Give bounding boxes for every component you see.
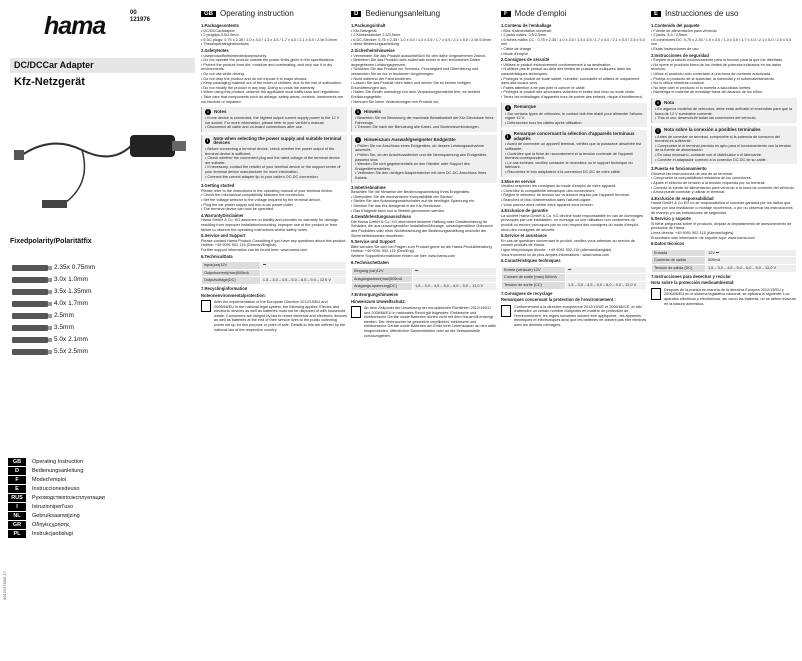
tech-data-table [201, 261, 347, 285]
section-heading: 5.Service und Support [351, 239, 396, 245]
column-title: Instrucciones de uso [665, 8, 739, 18]
section-text: La société Hama GmbH & Co. KG décline toute responsabilité en cas de dommages provoqués par une installation, un montage ou une utilisation non conformes du produit ou encore provoqués par un non respect des consignes du mode d'emploi et/ou des consignes de sécurité. [501, 213, 644, 232]
section-heading: 2.Instrucciones de seguridad [651, 52, 709, 58]
note-title: Remarque concernant la sélection d'appareils terminaux adaptés [513, 131, 635, 141]
document-code: 00121976/06.17 [2, 571, 7, 600]
plug-tip: 4.0x 1.7mm [12, 298, 192, 309]
section-text: Observe las instrucciones de uso de su terminal. • Compruebe la compatibilidad mecánica de los conectores. • Ajuste el selector de tensión a la tensión requerida por su terminal. • Conecte la fuente de alimentación para vehículo a la toma de corriente del vehículo. • Ahora puede conectar y utilizar el terminal. [651, 171, 795, 195]
recycling-block [501, 305, 647, 328]
product-number: 00 121976 [130, 10, 151, 23]
note-box [651, 98, 797, 123]
section-text: Conformément à la directive européenne 2012/19/UE et 2006/66/CE, et afin d'atteindre un certain nombre d'objectifs en matière de protection de l'environnement, les règles suivantes doivent être appliquées : les appareils électriques et électroniques ainsi que les batteries ne doivent pas être éliminés avec les déchets ménagers. [514, 304, 647, 328]
language-code: GB [201, 11, 216, 18]
section-text: Beachten Sie die Hinweise der Bedienungsanleitung Ihres Endgerätes. • Überprüfen Sie die mechanische Kompatibilität der Stecker. • Stellen Sie den Spannungswahlschalter auf die benötigte Spannung ein. • Stecken Sie das Kfz-Netzgerät in die Kfz-Steckdose. • Das Endgerät kann nun in Betrieb genommen werden. [351, 190, 475, 213]
table-row: Tensión de salida (DC) 1,5 – 3,0 – 4,5 – 5,0 – 6,0 – 9,0 – 12,0 V [652, 264, 797, 272]
section-text: • Useproductforitsintendedpurposeonly. • Do not operate the product outside the power limits given in the specifications. • Protect the product from dirt, moisture and overheating, and only use it in dry environments. • Do not use while driving. • Do not drop the product and do not expose it to major shocks. • Keep packaging material out of the reach of children, due to the risk of suffocation. • Do not modify the product in any way. Doing so voids the warranty. • When using this product, observe the applicable local traffic laws and regulations. • Take care that components such as airbags, safety areas, controls, instruments are not blocked or impaired. [201, 53, 344, 104]
section-heading: 6.TechnicalData [201, 253, 233, 259]
language-item: PL Instrukcjaobsługi [8, 530, 198, 539]
language-code: F [501, 11, 511, 18]
table-row: Eingang (car)12V ⎓ [352, 268, 497, 276]
plug-tip: 5.5x 2.5mm [12, 346, 192, 357]
note-box [201, 107, 347, 132]
crossed-bin-icon [201, 300, 211, 312]
language-code: D [351, 11, 361, 18]
column-f [501, 8, 647, 656]
section-heading: 3.Mise en service [501, 178, 536, 184]
section-text: • Emplee el producto exclusivamente para la función para la que fue diseñado. • No opere el producto fuera de los límites de potencia indicados en los datos técnicos. • Utilice el producto sólo conectado a una toma de corriente autorizada. • Proteja el producto de la suciedad, la humedad y el sobrecalentamiento. • No lo utilice mientras conduce. • No deje caer el producto ni lo someta a sacudidas fuertes. • Mantenga el material de embalaje fuera del alcance de los niños. [651, 58, 784, 95]
section-text: Please contact Hama Product Consulting if you have any questions about this product. Hotline: +49 9091 502-115 (German/English) Further support information can be found here: www.hama.com [201, 238, 347, 252]
section-heading: 2.Consignes de sécurité [501, 57, 550, 63]
subsection-heading: Nota sobre la protección medioambiental: [651, 280, 735, 286]
plug-tip-icon [12, 313, 48, 319]
tech-data-table [501, 266, 647, 290]
tech-data-table [651, 249, 797, 273]
section-heading: 2.SafetyNotes [201, 47, 229, 53]
crossed-bin-icon [351, 306, 361, 318]
column-header [351, 8, 497, 20]
table-row: Ausgangsstrom(max)500mA [352, 275, 497, 283]
plug-tip: 3.5x 1.35mm [12, 286, 192, 297]
note-title: Hinweiszum Auswahlgeeigneter Endgeräte [364, 136, 456, 142]
table-row: Courant de sortie (max) 500mA [502, 274, 647, 282]
section-text: • DC/DCCarAdapter • 2 plugtips:3.5/2.5mm • 6 DC plugs: 0.75 x 2.35 / 1.0 x 3.0 / 1.3 x 3.5 / 1.7 x 4.0 / 2.1 x 5.0 / 2.5x 5.5mm • Theseoperatinginstructions [201, 28, 337, 47]
language-item: GR Οδηγίεςχρήσης [8, 521, 198, 530]
section-heading: 7.Entsorgungshinweise [351, 291, 399, 297]
section-heading: 4.WarrantyDisclaimer [201, 212, 244, 218]
info-icon: i [205, 109, 211, 115]
hama-logo: hama [44, 12, 106, 40]
subsection-heading: Remarques concernant la protection de l'environnement : [501, 297, 616, 303]
car-adapter-illustration [12, 95, 192, 225]
info-icon: i [505, 105, 511, 111]
section-heading: 3.Puesta en funcionamiento [651, 166, 707, 172]
section-heading: 7.Recyclinginformation [201, 285, 248, 291]
note-title: Notes [214, 108, 227, 114]
column-title: Mode d'emploi [514, 8, 567, 18]
info-icon: i [505, 134, 511, 140]
note-title: Nota [664, 99, 674, 105]
tech-data-table [351, 267, 497, 291]
plug-tip: 2.35x 0.75mm [12, 262, 192, 273]
info-icon: i [655, 128, 661, 134]
column-header [651, 8, 797, 20]
info-icon: i [205, 138, 210, 144]
fixed-polarity-label: Fixedpolarity/Polaritätfix [10, 238, 92, 245]
section-text: Ab dem Zeitpunkt der Umsetzung der europäischen Richtlinien 2012/19/EU und 2006/66/EU in nationales Recht gilt folgendes: Elektrische und elektronische Geräte sowie Batterien dürfen nicht mit dem Hausmüll entsorgt werden. Der Verbraucher ist gesetzlich verpflichtet, elektrische und elektronische Geräte sowie Batterien am Ende ihrer Lebensdauer an den dafür eingerichteten, öffentlichen Sammelstellen oder an die Verkaufsstelle zurückzugeben. [364, 306, 497, 338]
note-title: Remarque [514, 104, 537, 110]
plug-tip-icon [12, 289, 48, 295]
column-header [201, 8, 347, 20]
table-row: Outputcurrent(max)500mA [202, 269, 347, 277]
section-text: After the implementation of the European Directive 2012/19/EU and 2006/66/EU in the national legal system, the following applies: Electric and electronic devices as well as batteries must not be disposed of with household waste. Consumers are obliged by law to return electrical and electronic devices as well as batteries at the end of their service lives to the public collecting points set up for this purpose or point of sale. Details to this are defined by the national law of the respective country. [214, 300, 347, 332]
section-heading: 7.Instrucciones para desechar y reciclar [651, 273, 731, 279]
section-text: Veuillez respecter les consignes du mode d'emploi de votre appareil. • Contrôlez la compatibilité mécanique des connecteurs. • Réglez le sélecteur de tension sur la tension requise par l'appareil terminal. • Branchez le bloc d'alimentation dans l'allume-cigare. • Vous pouvez alors mettre votre appareil sous tension. [501, 184, 630, 207]
column-title: Bedienungsanleitung [365, 8, 441, 18]
section-text: Después de la puesta en marcha de la directiva Europea 2012/19/EU y 2006/66/EU en el sistema legislativo nacional, se aplicara lo siguiente: Los aparatos eléctricos y electrónicos, así como las baterías, no se deben evacuar en la basura doméstica. [664, 287, 796, 306]
column-e [651, 8, 797, 656]
section-text: Die Hama GmbH & Co. KG übernimmt keinerlei Haftung oder Gewährleistung für Schäden, die aus unsachgemäßer Installation/Montage, unsachgemäßem Gebrauch des Produktes oder einer Nichtbeachtung der Bedienungsanleitung und/oder der Sicherheitshinweise resultieren. [351, 219, 494, 238]
plug-tip-icon [12, 265, 48, 271]
section-heading: 3.Inbetriebnahme [351, 184, 386, 190]
section-heading: 6.Caractéristiques techniques [501, 258, 561, 264]
language-item: NL Gebruiksaanwijzing [8, 512, 198, 521]
table-row: Input(car)12V ⎓ [202, 262, 347, 270]
note-box [501, 130, 647, 176]
column-d [351, 8, 497, 656]
language-item: RUS Руководствопоэксплуатации [8, 494, 198, 503]
section-heading: 2.Sicherheitshinweise [351, 47, 395, 53]
note-text: • Antes de conectar un terminal, compruebe si la potencia de consumo del terminal es suficiente. • Compruebe si el terminal previsto es apto para el funcionamiento con la tensión de la fuente de alimentación. • En caso necesario, contacte con el distribuidor o el fabricante. • Conecte el adaptador correcto a la conexión DC-DC de su cable. [655, 134, 792, 162]
section-heading: 3.Getting started [201, 183, 235, 189]
section-text: Bitte wenden Sie sich bei Fragen zum Produkt gerne an die Hama-Produktberatung. Hotline: +49 9091 502-115 (Deu/Eng) Weitere Supportinformationen finden sie hier: www.hama.com [351, 244, 493, 258]
note-text: • Before connecting a terminal device, check whether the power output of the terminal device is sufficient. • Check whether the connected plug and the rated voltage of the terminal device are suitable. • If necessary, contact the retailer of your terminal device or the support centre of your terminal device manufacturer for more information. • Connect the correct adapter tip to your cable's DC-DC connection. [205, 147, 341, 179]
note-box [501, 103, 647, 128]
section-text: • Bloc d'alimentation universel • 2 jacks mâles: 3,5/2,5mm • 6 fiches mâles CC : 0,75 x 2,35 / 1,0 x 3,0 / 1,3 x 3,5 / 1,7 x 4,0 / 2,1 x 5,0 / 2,5 x 5,5 mm • Câble de charge • Mode d'emploi [501, 28, 645, 56]
language-item: I Istruzioniperl'uso [8, 503, 198, 512]
recycling-block [201, 300, 347, 332]
recycling-block [651, 288, 797, 306]
note-box [651, 126, 797, 165]
info-icon: i [355, 137, 361, 143]
table-row: Ausgangs-spannung(DC) 1,5 – 3,0 – 4,5 – 5,0 – 6,0 – 9,0 – 12,0 V [352, 283, 497, 291]
section-heading: 5.Service et assistance [501, 233, 547, 239]
note-title: Nota sobre la conexión a posibles terminales [664, 127, 761, 133]
note-title: Hinweis [364, 108, 382, 114]
plug-tip-icon [12, 301, 48, 307]
section-text: Si tiene preguntas sobre el producto, diríjase al departamento de asesoramiento de productos de Hama. Línea directa: +49 9091 502-115 (Alemán/Inglés) Encontrará más información de soporte aquí: www.hama.com [651, 221, 792, 240]
section-text: • Verwenden Sie das Produkt ausschließlich für den dafür vorgesehenen Zweck. • Betreiben Sie das Produkt nicht außerhalb seiner in den technischen Daten angegebenen Leistungsgrenzen. • Schützen Sie das Produkt vor Schmutz, Feuchtigkeit und Überhitzung und verwenden Sie es nur in trockenen Umgebungen. • Nicht während der Fahrt bedienen. • Lassen Sie das Produkt nicht fallen und setzen Sie es keinen heftigen Erschütterungen aus. • Halten Sie Kinder unbedingt von dem Verpackungsmaterial fern, es besteht Erstickungsgefahr. • Nehmen Sie keine Veränderungen am Produkt vor. [351, 53, 486, 104]
section-heading: 1.Packungsinhalt [351, 23, 386, 28]
section-text: • Utilisez le produit exclusivement conformément à sa destination. • N'utilisez pas le produit au-delà des limites de puissance indiquées dans les caractéristiques techniques. • Protégez le produit de toute saleté, humidité, surchauffe et utilisez-le uniquement dans des locaux secs. • Faites attention à ne pas plier ni coincer le câble. • Protégez le produit des secousses violentes et évitez tout choc ou toute chute. • Tenez les emballages d'appareils hors de portée des enfants, risque d'étouffement. [501, 62, 643, 99]
product-subtitle: Kfz-Netzgerät [14, 76, 85, 88]
language-item: D Bedienungsanleitung [8, 467, 198, 476]
language-code: E [651, 11, 661, 18]
plug-tip-icon [12, 325, 48, 331]
note-text: • Avant de connecter un appareil terminal, vérifiez que la puissance absorbée est suffisante. • Contrôlez que la fiche de raccordement et la tension nominale de l'appareil terminal correspondent. • Le cas échéant, veuillez contacter le revendeur ou le support technique du fabricant. • Raccordez le bon adaptateur à la connexion DC-DC de votre câble. [505, 142, 641, 175]
cover-panel [0, 0, 200, 661]
section-heading: 4.Exclusión de responsabilidad [651, 195, 714, 201]
subsection-heading: Noteonenvironmentalprotection: [201, 292, 266, 298]
section-text: • Kfz-Netzgerät • 2 Klinkenstecker 2,5/3,5mm • 6 DC-Stecker: 0,75 x 2,35 / 1,0 x 3,0 / 1,3 x 3,5 / 1,7 x 4,0 / 2,1 x 5,0 / 2,5x 5,5mm • diese Bedienungsanleitung [351, 28, 491, 47]
subsection-heading: Hinweiszum Umweltschutz: [351, 298, 406, 304]
column-header [501, 8, 647, 20]
section-heading: 5.Service and Support [201, 233, 246, 239]
note-text: • Beachten Sie vor Benutzung die maximale Belastbarkeit der Kfz-Steckdose Ihres Fahrzeugs. • Trennen Sie nach der Benutzung alle Kabel- und Bordnetzverbindungen. [355, 116, 494, 130]
note-text: • Sur certains types de véhicules, le contact doit être établi pour alimenter l'allume-cigare 12 V. • Débranchez tous les câbles après utilisation. [505, 111, 644, 125]
section-heading: 6.Datos técnicos [651, 241, 685, 247]
plug-tip-icon [12, 349, 48, 355]
note-box [201, 135, 347, 181]
note-title: Note when selecting the power supply and suitable terminal devices [213, 135, 342, 146]
section-text: • Fuente de alimentación para vehículo • 2 jacks: 3,5 / 2,5mm • 6 conectores DC: 0,75 x 2,35 / 1,0 x 3,0 / 1,3 x 3,5 / 1,7 x 4,0 / 2,1 x 5,0 / 2,5 x 5,5 mm • Estas instrucciones de uso [651, 28, 792, 51]
column-title: Operating instruction [220, 8, 294, 18]
language-item: E Instruccionesdeuso [8, 485, 198, 494]
info-icon: i [355, 109, 361, 115]
table-row: Corriente de salida 500mA [652, 257, 797, 265]
language-item: F Moded'emploi [8, 476, 198, 485]
crossed-bin-icon [501, 305, 511, 317]
section-heading: 4.Gewährleistungsausschluss [351, 214, 412, 220]
column-gb [201, 8, 347, 656]
plug-tip: 2.5mm [12, 310, 192, 321]
note-text: • En algunos modelos de vehículos, debe estar activado el encendido para que la toma de 12 V suministre corriente. • Tras el uso, desenchufe todas las conexiones del vehículo. [655, 106, 793, 121]
note-box [351, 135, 497, 183]
section-heading: 4.Exclusion de garantie [501, 208, 548, 214]
table-row: Entrada 12V ⎓ [652, 249, 797, 257]
section-text: Hama GmbH & Co. KG assumes no liability and provides no warranty for damage resulting from improper installation/mounting, improper use of the product or from failure to observe the operating instructions and/or safety notes. [201, 218, 339, 232]
section-heading: 1.Contenu de l'emballage [501, 23, 552, 28]
plug-tip-icon [12, 337, 48, 343]
section-text: Hama GmbH & Co KG no se responsabiliza ni concede garantía por los daños que surjan por una instalación o montaje incorrectos, o por no observar las instrucciones de manejo y/o las indicaciones de seguridad. [651, 201, 793, 215]
language-index [8, 458, 198, 539]
plug-tip: 5.0x 2.1mm [12, 334, 192, 345]
note-box [351, 107, 497, 132]
note-text: • Prüfen Sie vor Anschluss eines Endgerätes, ob dessen Leistungsaufnahme ausreicht. • Prüfen Sie, ob der Anschlussstecker und die Nennspannung des Endgerätes passend sind. • Wenden Sie sich gegebenenfalls an den Händler oder Support des Endgeräteherstellers. • Verbinden Sie den richtigen Adapterstecker mit dem DC-DC-Anschluss Ihres Kabels. [355, 143, 487, 181]
table-row: Entrée (véhicule) 12V ⎓ [502, 266, 647, 274]
plug-tip: 3.5mm [12, 322, 192, 333]
section-text: Please refer to the instructions in the operating manual of your terminal device. • Check the mechanical compatibility between the connectors. • Set the voltage selector to the voltage required by the terminal device. • Plug the car power supply unit into a car power outlet. • The terminal device can now be operated. [201, 188, 334, 212]
section-heading: 7.Consignes de recyclage [501, 290, 553, 296]
table-row: Tension de sortie (CC) 1,5 – 3,0 – 4,5 – 5,0 – 6,0 – 9,0 – 12,0 V [502, 281, 647, 289]
section-heading: 5.Servicio y soporte [651, 216, 691, 222]
info-icon: i [655, 100, 661, 106]
section-heading: 1.Contenido del paquete [651, 23, 700, 28]
language-item: GB Operating Instruction [8, 458, 198, 467]
table-row: Outputvoltage(DC) 1.5 – 3.0 – 4.5 – 5.0 – 6.0 – 9.0 – 12.0 V [202, 277, 347, 285]
crossed-bin-icon [651, 288, 661, 300]
plug-tip-icon [12, 277, 48, 283]
section-heading: 1.Packagecontents [201, 23, 239, 28]
recycling-block [351, 306, 497, 338]
product-title: DC/DCCar Adapter [10, 58, 195, 73]
plug-tip: 3.0x 1.0mm [12, 274, 192, 285]
note-text: • If one device is connected, the highest output current supply power to the 12 V car socket. For more information, please refer to your vehicle's manual. • Disconnect all cable and on-board connections after use. [205, 116, 340, 130]
section-heading: 6.TechnischeDaten [351, 259, 389, 265]
section-text: En cas de questions concernant le produit, veuillez vous adresser au service de conseil produits de Hama. Ligne téléphonique directe : +49 9091 502-115 (allemand/anglais) Vous trouverez ici de plus amples informations : www.hama.com [501, 238, 636, 257]
plug-tips-list [12, 262, 192, 358]
